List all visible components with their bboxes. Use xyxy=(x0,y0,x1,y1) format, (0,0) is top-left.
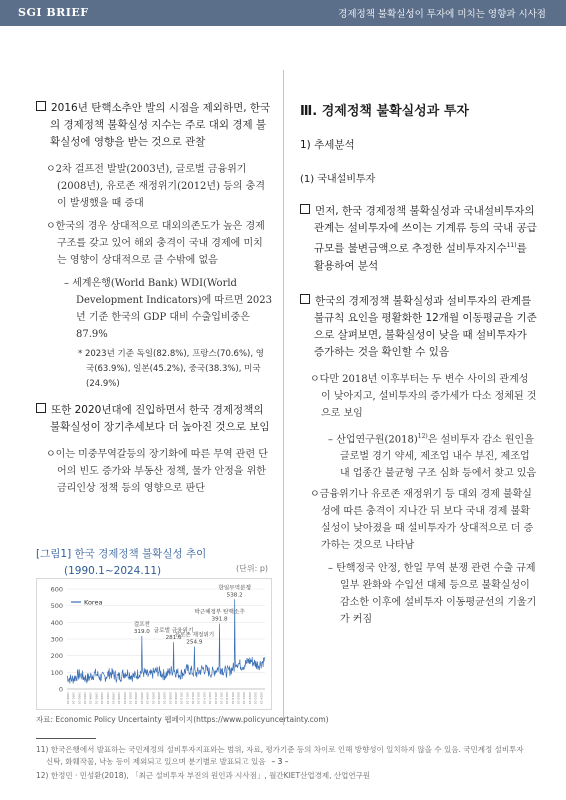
left-column xyxy=(36,100,272,503)
x-tick-label: 2001.01 xyxy=(128,692,133,705)
footnote-2 xyxy=(36,770,540,782)
bullet-text-tail: 를 활용하여 분석 xyxy=(314,242,527,272)
bullet-item xyxy=(36,100,272,151)
annotation-value: 319.0 xyxy=(133,628,150,635)
x-tick-label: 2012.01 xyxy=(191,692,196,705)
x-tick-label: 2024.01 xyxy=(259,692,264,705)
x-tick-label: 2020.01 xyxy=(236,692,241,705)
footnote-ref: 11) xyxy=(506,242,517,249)
y-tick-label: 100 xyxy=(50,668,63,677)
square-bullet-icon xyxy=(36,101,46,111)
dash-text: 탄핵정국 안정, 한일 무역 분쟁 관련 수출 규제 일부 완화와 수입선 대체 등으로 불확실성이 감소한 이후에 설비투자 이동평균선의 기울기가 커짐 xyxy=(336,562,537,625)
note-item xyxy=(36,347,272,392)
x-tick-label: 2019.01 xyxy=(230,692,235,705)
dash-item: – 산업연구원$(2018)^{12)}$은 설비투자 감소 원인을 글로벌 경기 약세, 제조업 내수 부진, 제조업 내 업종간 불균형 구조 심화 등에서 찾고 있음 xyxy=(328,432,537,479)
y-tick-label: 300 xyxy=(50,635,63,644)
dash-text: 세계은행(World Bank) WDI(World Development Indicators)에 따르면 2023년 기준 한국의 GDP 대비 수출입비중은 87.9% xyxy=(72,278,273,340)
sub-bullet-item: ㅇ한국의 경우 상대적으로 대외의존도가 높은 경제구조를 갖고 있어 해외 충격이 국내 경제에 미치는 영향이 상대적으로 클 수밖에 없음 xyxy=(46,221,265,266)
x-tick-label: 2002.01 xyxy=(134,692,139,705)
x-tick-label: 2004.01 xyxy=(145,692,150,705)
bullet-item xyxy=(300,293,538,361)
dash-item: – 탄핵정국 안정, 한일 무역 분쟁 관련 수출 규제 일부 완화와 수입선 대체 등으로 불확실성이 감소한 이후에 설비투자 이동평균선의 기울기가 커짐 xyxy=(328,562,537,625)
footnote-text: 11) 한국은행에서 발표하는 국민계정의 설비투자지표와는 범위, 자료, 평가기준 등의 차이로 인해 방향성이 일치하지 않을 수 있음. 국민계정 설비투자 xyxy=(36,745,524,754)
footnote-divider xyxy=(36,738,96,739)
x-tick-label: 2023.01 xyxy=(253,692,258,705)
bullet-text: 2016년 탄핵소추안 발의 시점을 제외하면, 한국의 경제정책 불확실성 지수는 주로 대외 경제 불확실성에 영향을 받는 것으로 관찰 xyxy=(50,102,271,148)
footnote-text: 12) 한정민 · 민성환(2018), 「최근 설비투자 부진의 원인과 시사점」, 월간KIET산업경제, 산업연구원 xyxy=(36,771,371,780)
sub-bullet-item: ㅇ금융위기나 유로존 재정위기 등 대외 경제 불확실성에 따른 충격이 지나간 뒤 보다 국내 경제 불확실성이 낮아졌을 때 설비투자가 상대적으로 더 증가하는 것으로 나타남 xyxy=(310,488,534,551)
y-tick-label: 0 xyxy=(58,685,63,694)
figure-title-line2: (1990.1~2024.11) xyxy=(64,565,162,577)
legend-label: Korea xyxy=(84,598,103,607)
x-tick-label: 2016.01 xyxy=(213,692,218,705)
x-tick-label: 2011.01 xyxy=(185,692,190,705)
note-text: * 2023년 기준 독일(82.8%), 프랑스(70.6%), 영국(63.9%), 일본(45.2%), 중국(38.3%), 미국(24.9%) xyxy=(78,349,264,389)
square-bullet-icon xyxy=(36,403,46,413)
x-tick-label: 2017.01 xyxy=(219,692,224,705)
bullet-text: 한국의 경제정책 불확실성과 설비투자의 관계를 불규칙 요인을 평활화한 12개월 이동평균을 기준으로 살펴보면, 불확실성이 낮을 때 설비투자가 증가하는 것을 확인할 수 있음 xyxy=(314,294,537,358)
annotation-label: 유로존 재정위기 xyxy=(174,632,215,639)
figure-title-line1: [그림1] 한국 경제정책 불확실성 추이 xyxy=(36,548,207,560)
column-divider xyxy=(283,70,284,725)
y-tick-label: 500 xyxy=(50,602,63,611)
epu-chart xyxy=(36,578,272,710)
bullet-item xyxy=(36,402,272,436)
bullet-text: 또한 2020년대에 진입하면서 한국 경제정책의 불확실성이 장기추세보다 더 높아진 것으로 보임 xyxy=(50,404,270,433)
annotation-value: 391.8 xyxy=(211,616,228,623)
figure-title xyxy=(36,546,206,580)
x-tick-label: 2007.01 xyxy=(162,692,167,705)
x-tick-label: 2022.01 xyxy=(247,692,252,705)
x-tick-label: 2006.01 xyxy=(156,692,161,705)
sub-bullet-text: 한국의 경우 상대적으로 대외의존도가 높은 경제구조를 갖고 있어 해외 충격이 국내 경제에 미치는 영향이 상대적으로 클 수밖에 없음 xyxy=(55,221,265,266)
x-tick-label: 2008.01 xyxy=(168,692,173,705)
sub-bullet-text: 2차 걸프전 발발(2003년), 글로벌 금융위기(2008년), 유로존 재정위기(2012년) 등의 충격이 발생했을 때 증대 xyxy=(55,164,265,209)
footnote-ref: 12) xyxy=(417,432,428,440)
footnote-1 xyxy=(36,744,540,756)
header-title: 경제정책 불확실성이 투자에 미치는 영향과 시사점 xyxy=(338,9,546,20)
sub-bullet-item: ㅇ이는 미중무역갈등의 장기화에 따른 무역 관련 단어의 빈도 증가와 부동산 정책, 물가 안정을 위한 금리인상 정책 등의 영향으로 판단 xyxy=(46,449,268,494)
x-tick-label: 2010.01 xyxy=(179,692,184,705)
footnote-text: 신탁, 화훼작물, 낙농 등이 제외되고 있으며 분기별로 발표되고 있음 xyxy=(46,757,266,766)
sub-bullet-item: ㅇ2차 걸프전 발발(2003년), 글로벌 금융위기(2008년), 유로존 재정위기(2012년) 등의 충격이 발생했을 때 증대 xyxy=(46,164,265,209)
sub-bullet-text: 이는 미중무역갈등의 장기화에 따른 무역 관련 단어의 빈도 증가와 부동산 정책, 물가 안정을 위한 금리인상 정책 등의 영향으로 판단 xyxy=(55,449,268,494)
sub-bullet-item: ㅇ다만 2018년 이후부터는 두 변수 사이의 관계성이 낮아지고, 설비투자의 증가세가 다소 정체된 것으로 보임 xyxy=(310,373,537,419)
x-tick-label: 2005.01 xyxy=(151,692,156,705)
x-tick-label: 1997.01 xyxy=(105,692,110,705)
x-tick-label: 1990.01 xyxy=(66,692,70,705)
subsection-title: 1) 추세분석 xyxy=(300,139,355,151)
page-header xyxy=(0,0,566,26)
x-tick-label: 2015.01 xyxy=(208,692,213,705)
dash-text: 산업연구원(2018) xyxy=(336,433,418,445)
footnote-1-cont xyxy=(36,756,550,768)
x-tick-label: 1994.01 xyxy=(88,692,93,705)
x-tick-label: 2000.01 xyxy=(122,692,127,705)
square-bullet-icon xyxy=(300,294,310,304)
section-title: Ⅲ. 경제정책 불확실성과 투자 xyxy=(300,104,469,119)
x-tick-label: 1995.01 xyxy=(94,692,99,705)
annotation-value: 538.2 xyxy=(226,592,243,599)
sub-bullet-text: 금융위기나 유로존 재정위기 등 대외 경제 불확실성에 따른 충격이 지나간 뒤 보다 국내 경제 불확실성이 낮아졌을 때 설비투자가 상대적으로 더 증가하는 것으로 나타남 xyxy=(319,488,534,551)
annotation-label: 박근혜정부 탄핵소추 xyxy=(194,609,245,616)
x-tick-label: 2021.01 xyxy=(242,692,247,705)
x-tick-label: 1999.01 xyxy=(117,692,122,705)
x-tick-label: 1992.01 xyxy=(77,692,82,705)
x-tick-label: 1998.01 xyxy=(111,692,116,705)
x-tick-label: 2014.01 xyxy=(202,692,207,705)
x-tick-label: 1991.01 xyxy=(71,692,76,705)
page-number: – 3 – xyxy=(271,757,289,766)
bullet-text: 먼저, 한국 경제정책 불확실성과 국내설비투자의 관계는 설비투자에 쓰이는 기계류 등의 국내 공급규모를 불변금액으로 추정한 설비투자지수 xyxy=(314,205,537,255)
annotation-value: 281.6 xyxy=(165,635,182,642)
y-tick-label: 600 xyxy=(50,585,63,594)
y-tick-label: 200 xyxy=(50,652,63,661)
dash-text-tail: 은 설비투자 감소 원인을 글로벌 경기 약세, 제조업 내수 부진, 제조업 내 업종간 불균형 구조 심화 등에서 찾고 있음 xyxy=(340,433,537,479)
subsubsection-title: (1) 국내설비투자 xyxy=(300,174,376,185)
x-tick-label: 1996.01 xyxy=(100,692,105,705)
x-tick-label: 2009.01 xyxy=(174,692,178,705)
figure-unit: (단위: p) xyxy=(236,564,269,573)
annotation-label: 한일무역분쟁 xyxy=(218,585,251,592)
x-tick-label: 2003.01 xyxy=(139,692,144,705)
brand-label: SGI BRIEF xyxy=(18,6,89,19)
annotation-label: 글로벌 금융위기 xyxy=(153,628,194,635)
annotation-label: 걸프전 xyxy=(133,621,150,628)
sub-bullet-text: 다만 2018년 이후부터는 두 변수 사이의 관계성이 낮아지고, 설비투자의 증가세가 다소 정체된 것으로 보임 xyxy=(319,373,537,419)
figure-source: 자료: Economic Policy Uncertainty 웹페이지(https://www.policyuncertainty.com) xyxy=(36,715,329,724)
y-tick-label: 400 xyxy=(50,618,63,627)
x-tick-label: 2018.01 xyxy=(225,692,230,705)
chart-svg xyxy=(37,579,271,709)
x-tick-label: 1993.01 xyxy=(83,692,88,705)
square-bullet-icon xyxy=(300,204,310,214)
bullet-item xyxy=(300,203,538,275)
right-column xyxy=(300,100,538,632)
x-tick-label: 2013.01 xyxy=(196,692,201,705)
annotation-value: 254.9 xyxy=(186,639,203,646)
dash-item: – 세계은행(World Bank) WDI(World Development Indicators)에 따르면 2023년 기준 한국의 GDP 대비 수출입비중은 87.9% xyxy=(64,278,273,340)
